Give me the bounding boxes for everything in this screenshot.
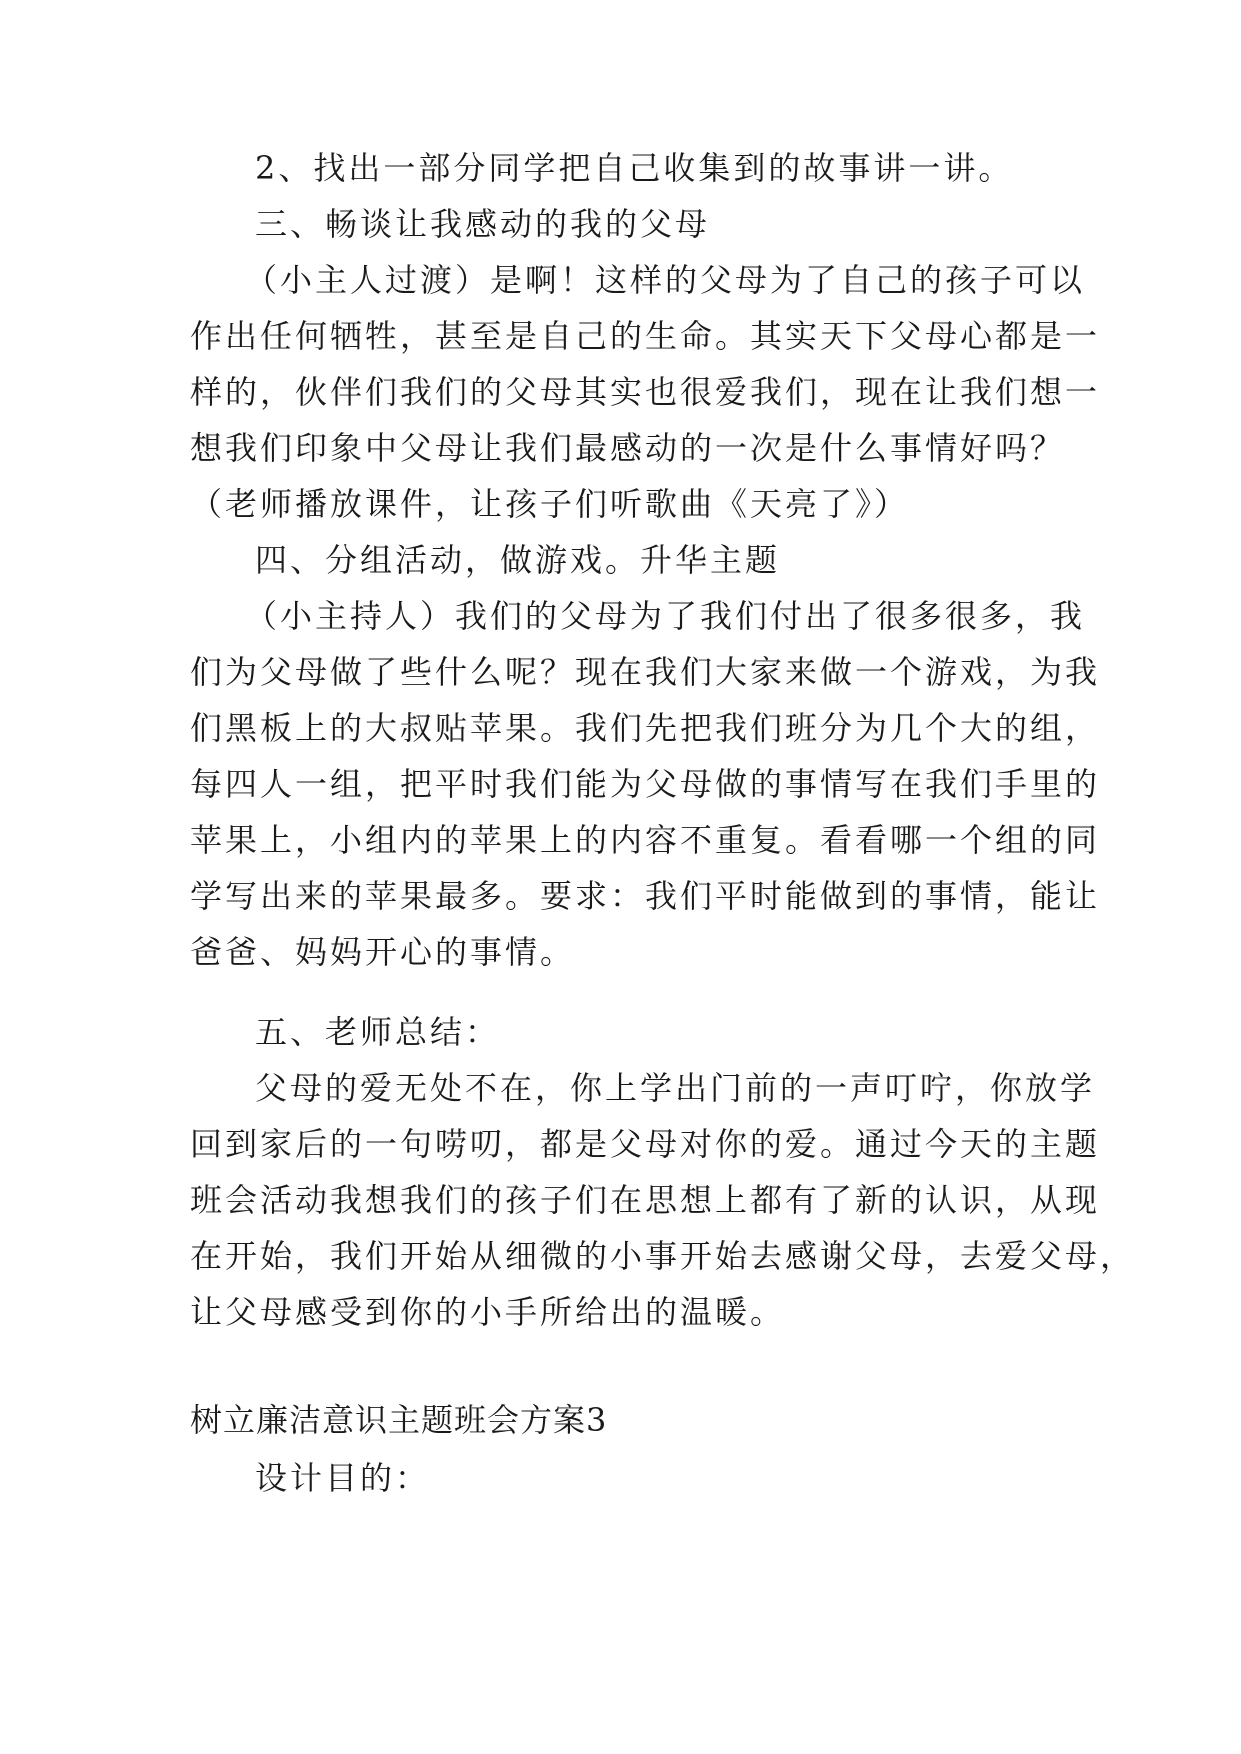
text-line: 样的，伙伴们我们的父母其实也很爱我们，现在让我们想一 [190,373,1101,411]
text-line: 回到家后的一句唠叨，都是父母对你的爱。通过今天的主题 [190,1125,1101,1163]
text-line: 2、找出一部分同学把自己收集到的故事讲一讲。 [255,149,1014,187]
text-line: 每四人一组，把平时我们能为父母做的事情写在我们手里的 [190,765,1101,803]
text-line: 学写出来的苹果最多。要求：我们平时能做到的事情，能让 [190,877,1101,915]
text-line: 们黑板上的大叔贴苹果。我们先把我们班分为几个大的组， [190,709,1101,747]
document-title: 树立廉洁意识主题班会方案3 [190,1401,608,1439]
text-line: （小主持人）我们的父母为了我们付出了很多很多，我 [245,597,1086,635]
text-line: 班会活动我想我们的孩子们在思想上都有了新的认识，从现 [190,1181,1101,1219]
section-heading: 五、老师总结： [255,1013,501,1051]
text-line: 作出任何牺牲，甚至是自己的生命。其实天下父母心都是一 [190,317,1101,355]
text-line: 在开始，我们开始从细微的小事开始去感谢父母，去爱父母， [190,1237,1136,1275]
section-heading: 三、畅谈让我感动的我的父母 [255,205,711,243]
text-line: 苹果上，小组内的苹果上的内容不重复。看看哪一个组的同 [190,821,1101,859]
section-heading: 设计目的： [255,1459,431,1497]
text-line: （老师播放课件，让孩子们听歌曲《天亮了》） [190,485,910,523]
text-line: 爸爸、妈妈开心的事情。 [190,933,576,971]
text-line: 父母的爱无处不在，你上学出门前的一声叮咛，你放学 [255,1069,1096,1107]
text-line: （小主人过渡）是啊！这样的父母为了自己的孩子可以 [245,261,1086,299]
text-line: 让父母感受到你的小手所给出的温暖。 [190,1293,786,1331]
text-line: 们为父母做了些什么呢？现在我们大家来做一个游戏，为我 [190,653,1101,691]
text-line: 想我们印象中父母让我们最感动的一次是什么事情好吗？ [190,429,1066,467]
section-heading: 四、分组活动，做游戏。升华主题 [255,541,781,579]
